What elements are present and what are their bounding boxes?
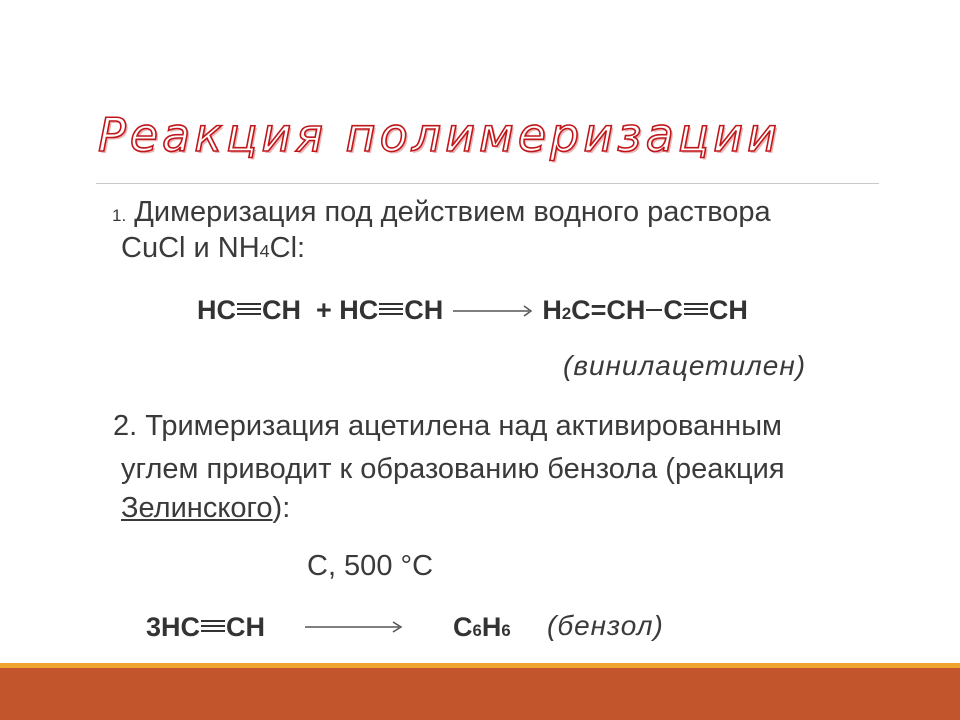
p-h: H (542, 295, 562, 325)
p-sub: 2 (561, 304, 572, 323)
triple-bond-icon (684, 302, 708, 316)
reaction1-product-name: (винилацетилен) (563, 350, 807, 381)
reaction-arrow-icon (451, 293, 535, 324)
item2-line3-end: ): (272, 492, 291, 524)
reaction2-condition: C, 500 °C (307, 550, 434, 582)
item1-text: Димеризация под действием водного раствора (134, 196, 771, 228)
triple-bond-icon (201, 619, 225, 633)
item1-line1 (112, 196, 771, 229)
single-bond-icon (646, 309, 662, 311)
triple-bond-icon (237, 302, 261, 316)
item1-line2-b: Cl: (269, 232, 306, 264)
r2-reactant-ch: CH (226, 612, 266, 642)
title-divider (96, 183, 879, 184)
r1-hc: HC (197, 295, 236, 325)
reaction2-product (453, 612, 511, 643)
r1-plus-hc: + HC (316, 295, 379, 325)
slide-title: Реакция полимеризации (98, 108, 781, 162)
r2-ch: CH (404, 295, 444, 325)
item2-line2: углем приводит к образованию бензола (реакция (121, 453, 785, 485)
benzene-c-sub: 6 (472, 621, 482, 640)
r2-3hc: 3HC (146, 612, 201, 642)
item1-number: 1. (112, 206, 127, 225)
p-mid: C=CH (571, 295, 646, 325)
reaction2-equation (146, 612, 265, 643)
benzene-h: H (481, 612, 502, 642)
zelinsky-link: Зелинского (121, 492, 273, 524)
benzene-c: C (453, 612, 473, 642)
item2-line3 (121, 492, 290, 525)
reaction2-product-name: (бензол) (547, 610, 664, 641)
reaction2-arrow-icon (303, 620, 405, 639)
p-end: CH (708, 295, 748, 325)
item2-line1: 2. Тримеризация ацетилена над активированным (113, 410, 782, 442)
p-c: C (663, 295, 683, 325)
item1-line2-sub: 4 (259, 241, 270, 261)
item1-line2 (121, 232, 305, 265)
benzene-h-sub: 6 (501, 621, 511, 640)
item1-line2-a: CuCl и NH (121, 232, 260, 264)
r1-ch: CH (262, 295, 301, 325)
reaction1-equation (197, 295, 748, 327)
footer-bar (0, 668, 960, 720)
triple-bond-icon (379, 302, 403, 316)
